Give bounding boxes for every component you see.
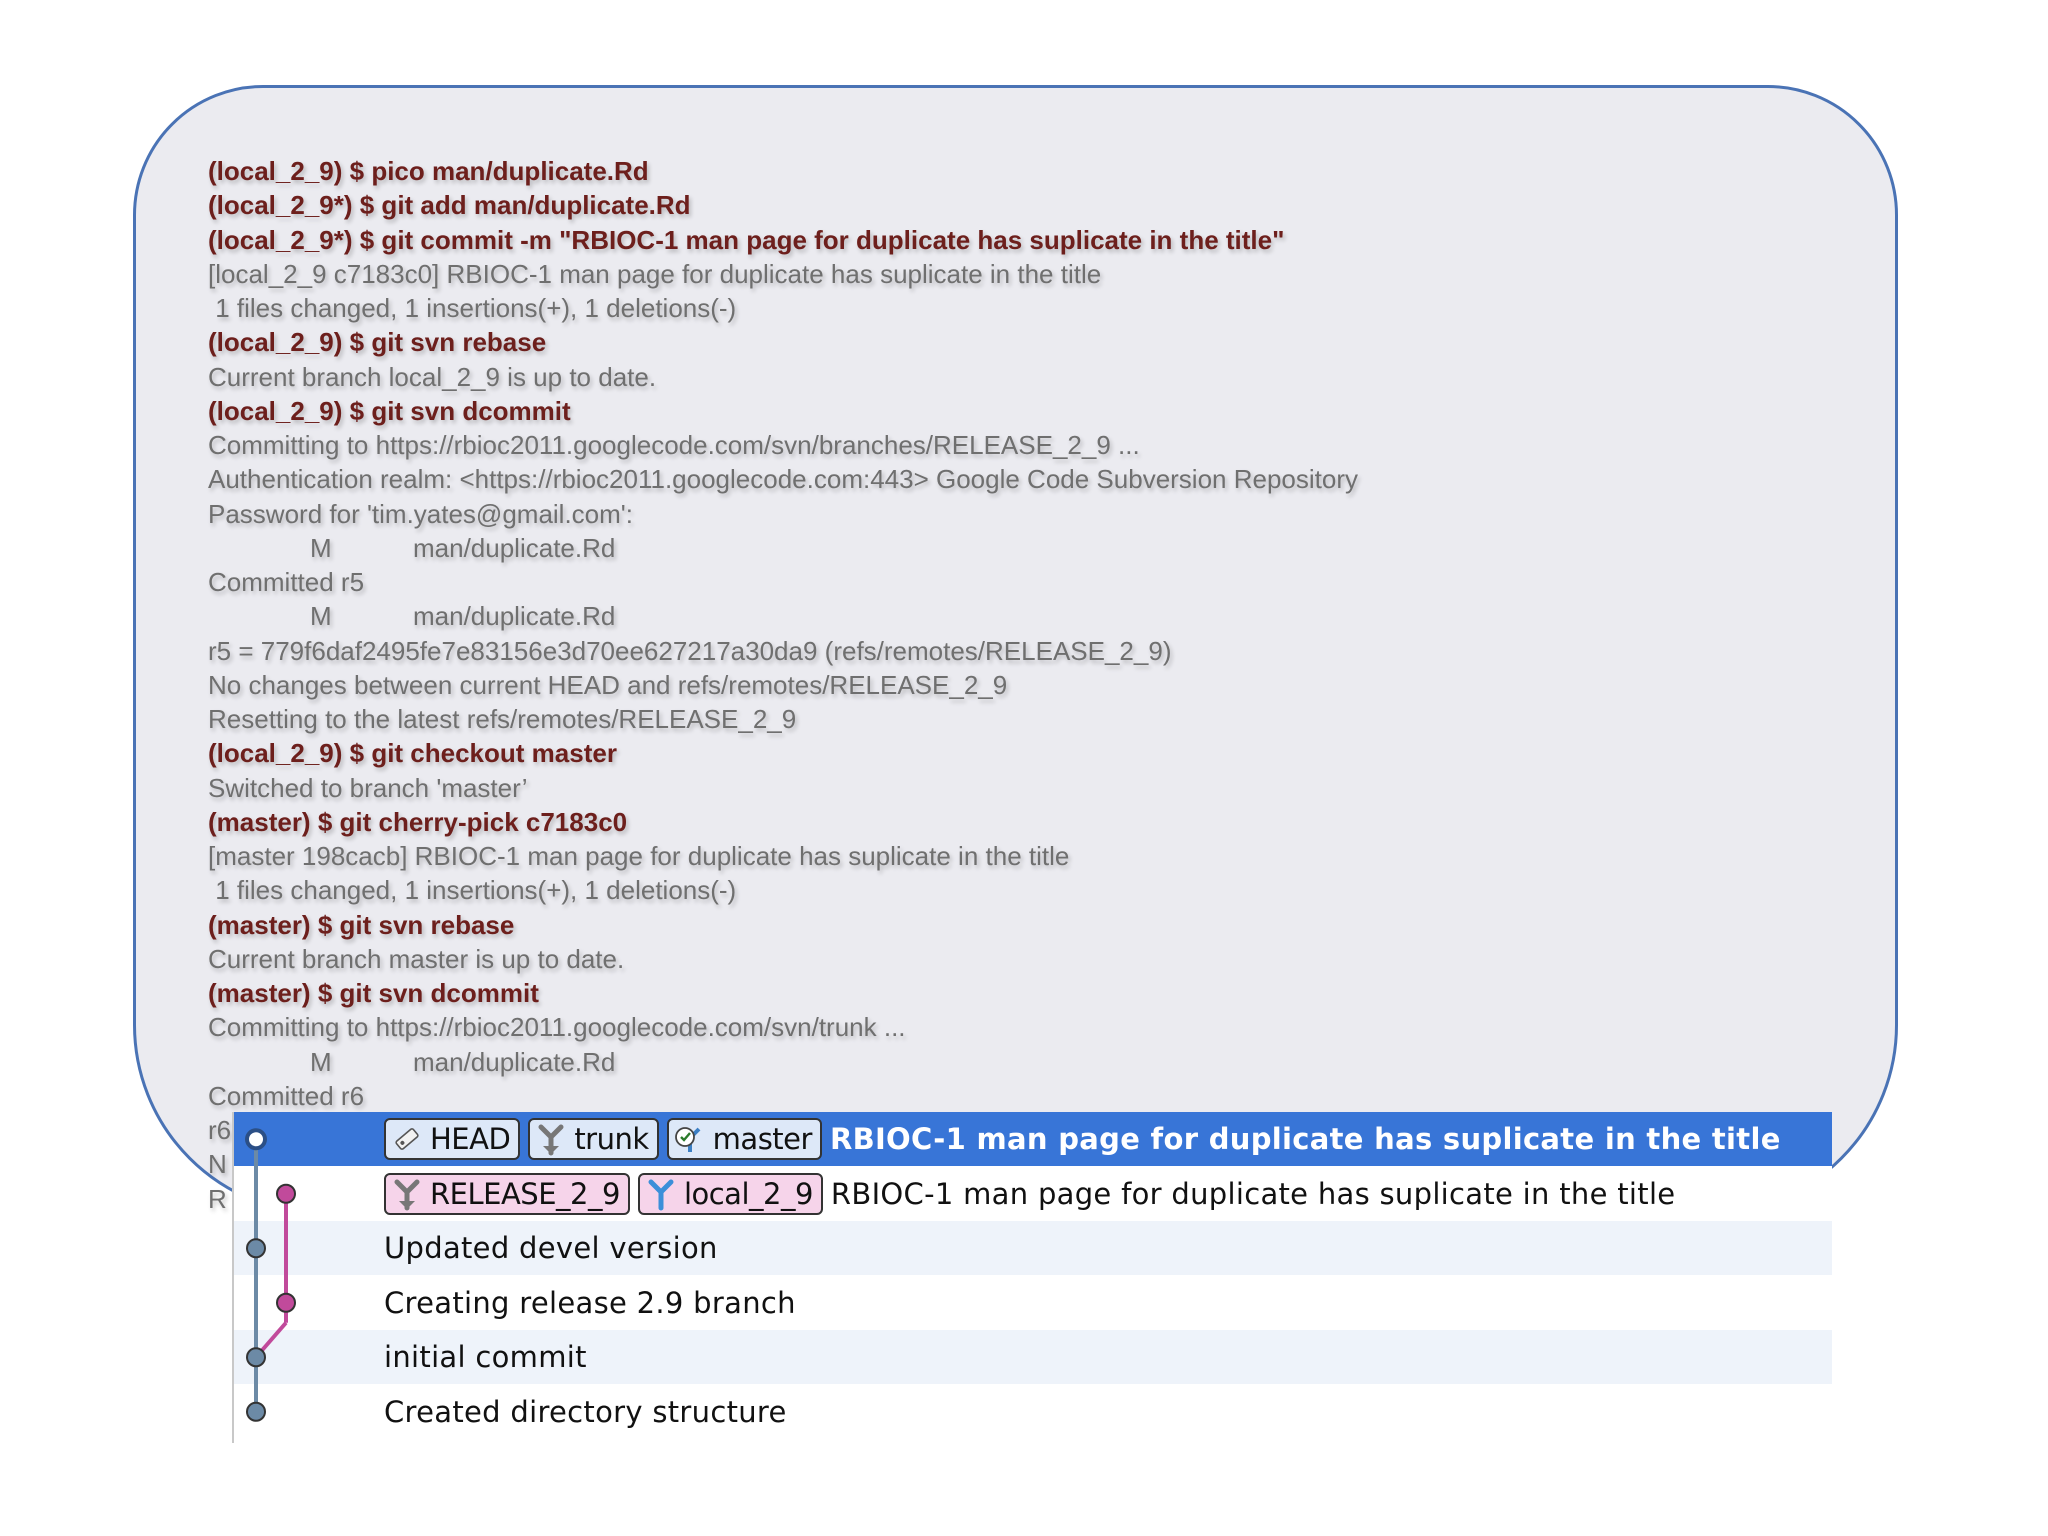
terminal-output-line: Committed r6	[208, 1080, 365, 1111]
commit-node	[247, 1348, 265, 1366]
terminal-modified-file-line	[208, 1045, 1908, 1079]
ref-label-master[interactable]	[667, 1118, 822, 1160]
commit-row-content	[384, 1112, 1781, 1166]
terminal-output-line: 1 files changed, 1 insertions(+), 1 deletions(-)	[208, 875, 737, 906]
commit-row-content	[384, 1221, 718, 1275]
commit-row[interactable]	[234, 1167, 1832, 1221]
ref-label-head[interactable]	[384, 1118, 520, 1160]
terminal-output-line: N	[208, 1149, 227, 1180]
modified-flag: M	[310, 1046, 332, 1077]
remote-branch-icon	[534, 1122, 568, 1156]
terminal-modified-file-line	[208, 531, 1908, 565]
terminal-command-line: (local_2_9*) $ git add man/duplicate.Rd	[208, 190, 691, 221]
terminal-transcript	[208, 154, 1908, 1216]
branch-graph	[234, 1112, 394, 1443]
ref-label-text: trunk	[574, 1122, 649, 1156]
commit-row[interactable]	[234, 1385, 1832, 1439]
terminal-output-line: r6	[208, 1115, 232, 1145]
commit-node	[247, 1239, 265, 1257]
modified-file-name: man/duplicate.Rd	[413, 532, 616, 563]
ref-label-text: master	[712, 1122, 812, 1156]
commit-row[interactable]	[234, 1112, 1832, 1166]
commit-message: initial commit	[384, 1340, 587, 1374]
commit-message: Updated devel version	[384, 1231, 718, 1265]
current-branch-icon	[673, 1122, 707, 1156]
terminal-command-line: (local_2_9) $ pico man/duplicate.Rd	[208, 156, 649, 186]
terminal-output-line: r5 = 779f6daf2495fe7e83156e3d70ee627217a30da9 (refs/remotes/RELEASE_2_9)	[208, 635, 1172, 666]
remote-branch-icon	[390, 1177, 424, 1211]
terminal-output-line: [master 198cacb] RBIOC-1 man page for duplicate has suplicate in the title	[208, 841, 1070, 871]
terminal-command-line: (local_2_9*) $ git commit -m "RBIOC-1 man page for duplicate has suplicate in the title"	[208, 224, 1285, 255]
ref-label-text: HEAD	[430, 1122, 511, 1156]
commit-row-content	[384, 1167, 1675, 1221]
commit-row-content	[384, 1385, 787, 1439]
commit-node	[247, 1130, 265, 1148]
terminal-output-line: R	[208, 1183, 227, 1214]
ref-label-text: local_2_9	[683, 1176, 813, 1211]
terminal-output-line: Current branch local_2_9 is up to date.	[208, 361, 657, 392]
commit-history-panel	[232, 1112, 1832, 1443]
terminal-command-line: (master) $ git svn dcommit	[208, 978, 539, 1008]
terminal-command-line: (local_2_9) $ git svn rebase	[208, 327, 547, 358]
commit-message: RBIOC-1 man page for duplicate has suplicate in the title	[830, 1176, 1676, 1211]
terminal-command-line: (master) $ git cherry-pick c7183c0	[208, 806, 628, 837]
terminal-output-line: Switched to branch 'master’	[208, 772, 528, 803]
terminal-output-line: Committing to https://rbioc2011.googlecode.com/svn/trunk ...	[208, 1012, 906, 1043]
commit-row-content	[384, 1276, 796, 1330]
modified-file-name: man/duplicate.Rd	[413, 1046, 616, 1077]
terminal-output-line: Current branch master is up to date.	[208, 943, 625, 974]
ref-label-release-2-9[interactable]	[384, 1173, 630, 1215]
terminal-output-line: Committed r5	[208, 567, 365, 597]
terminal-modified-file-line	[208, 599, 1908, 633]
terminal-output-line: [local_2_9 c7183c0] RBIOC-1 man page for duplicate has suplicate in the title	[208, 258, 1102, 289]
commit-message: Created directory structure	[384, 1394, 787, 1429]
commit-node	[277, 1185, 295, 1203]
commit-row[interactable]	[234, 1330, 1832, 1384]
head-icon	[390, 1122, 424, 1156]
modified-flag: M	[310, 532, 332, 563]
commit-message: RBIOC-1 man page for duplicate has suplicate in the title	[829, 1122, 1781, 1156]
terminal-command-line: (master) $ git svn rebase	[208, 909, 515, 940]
ref-label-text: RELEASE_2_9	[430, 1176, 620, 1211]
terminal-command-line: (local_2_9) $ git checkout master	[208, 738, 617, 769]
local-branch-icon	[644, 1177, 678, 1211]
terminal-output-line: Password for 'tim.yates@gmail.com':	[208, 498, 633, 529]
modified-file-name: man/duplicate.Rd	[413, 601, 616, 632]
terminal-output-line: Committing to https://rbioc2011.googlecode.com/svn/branches/RELEASE_2_9 ...	[208, 430, 1140, 460]
commit-node	[247, 1403, 265, 1421]
terminal-output-line: Authentication realm: <https://rbioc2011.googlecode.com:443> Google Code Subversion Repository	[208, 464, 1359, 495]
ref-label-local-2-9[interactable]	[638, 1173, 823, 1215]
commit-node	[277, 1294, 295, 1312]
commit-row[interactable]	[234, 1221, 1832, 1275]
terminal-output-line: Resetting to the latest refs/remotes/RELEASE_2_9	[208, 704, 797, 734]
ref-label-trunk[interactable]	[528, 1118, 658, 1160]
commit-row-content	[384, 1330, 587, 1384]
terminal-command-line: (local_2_9) $ git svn dcommit	[208, 395, 571, 426]
terminal-output-line: No changes between current HEAD and refs/remotes/RELEASE_2_9	[208, 669, 1008, 700]
modified-flag: M	[310, 601, 332, 632]
terminal-output-line: 1 files changed, 1 insertions(+), 1 deletions(-)	[208, 293, 737, 323]
commit-row[interactable]	[234, 1276, 1832, 1330]
commit-message: Creating release 2.9 branch	[384, 1285, 796, 1320]
